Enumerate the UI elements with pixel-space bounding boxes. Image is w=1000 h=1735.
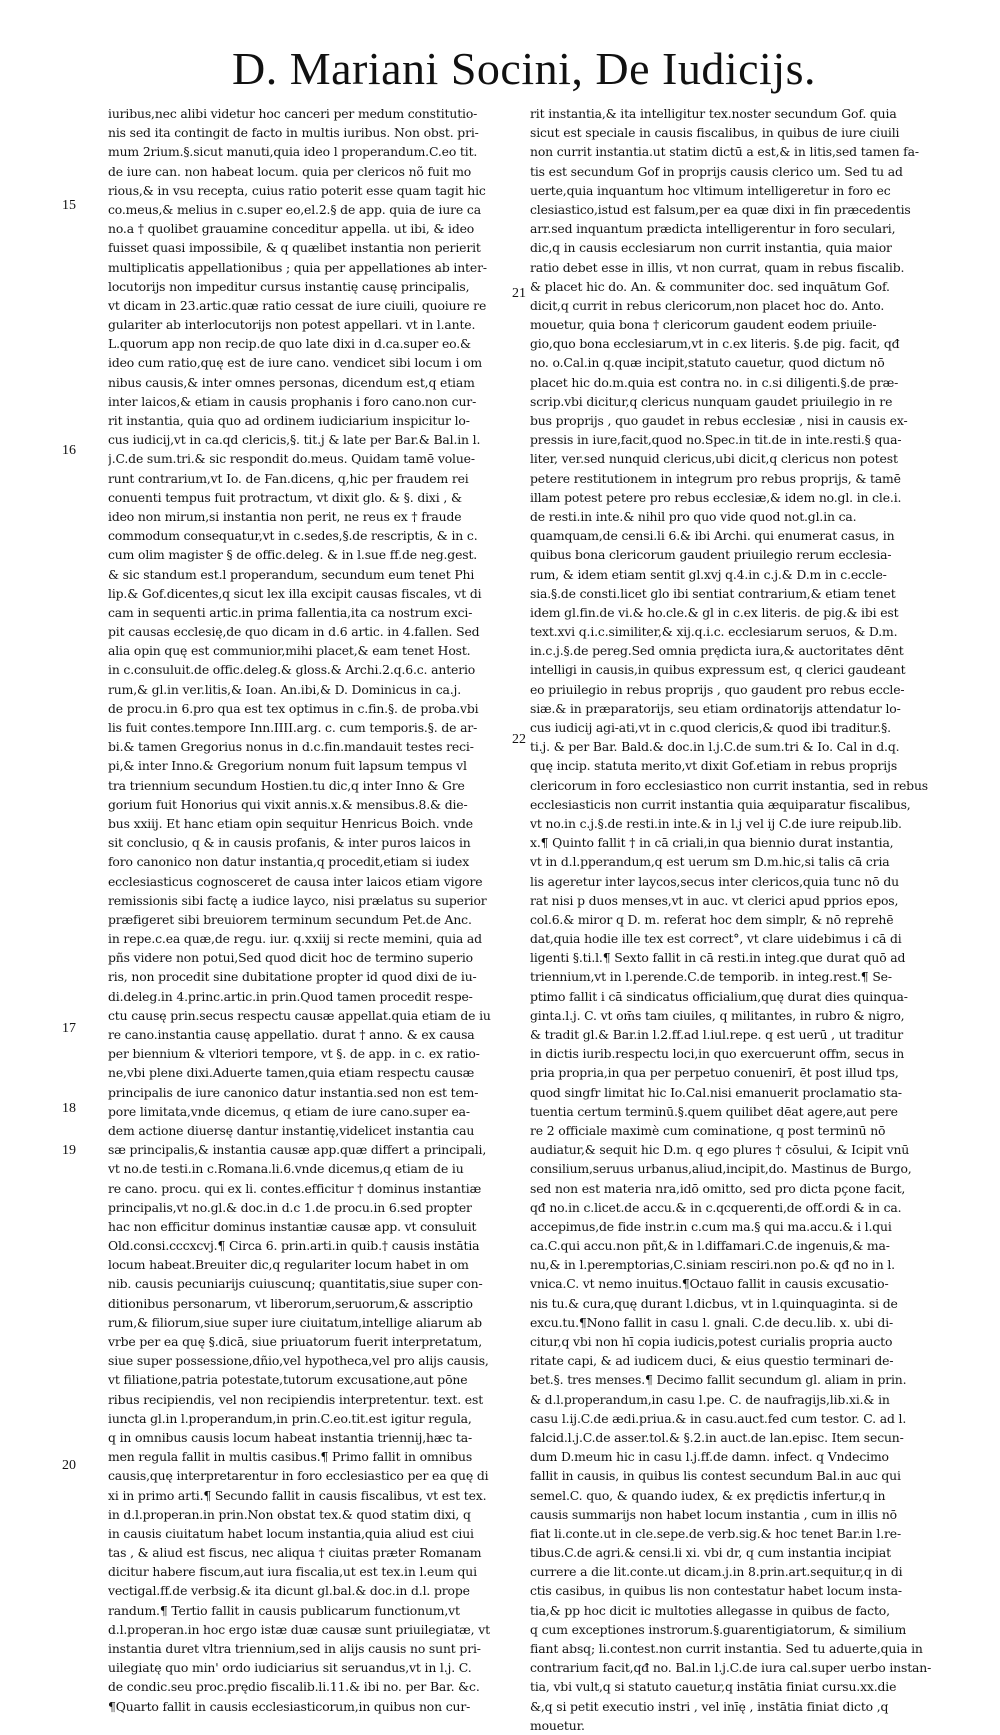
- text-line: locum habeat.Breuiter dic,q regulariter locum habet in om: [108, 1257, 469, 1273]
- text-line: di.deleg.in 4.princ.artic.in prin.Quod tamen procedit respe-: [108, 988, 473, 1004]
- text-line: ideo non mirum,si instantia non perit, ne reus ex † fraude: [108, 508, 462, 524]
- text-line: rious,& in vsu recepta, cuius ratio poterit esse quam tagit hic: [108, 182, 486, 198]
- text-line: lip.& Gof.dicentes,q sicut lex illa excipit causas fiscales, vt di: [108, 585, 482, 601]
- text-line: iuncta gl.in l.properandum,in prin.C.eo.tit.est igitur regula,: [108, 1410, 472, 1426]
- text-line: quamquam,de censi.li 6.& ibi Archi. qui enumerat casus, in: [530, 528, 895, 544]
- text-line: &,q si petit executio instri , vel inīę , instātia finiat dicto ,q: [530, 1698, 889, 1714]
- text-line: q cum exceptiones instrorum.§.guarentigiatorum, & similium: [530, 1621, 907, 1637]
- text-line: nu,& in l.peremptorias,C.siniam resciri.non po.& qđ no in l.: [530, 1257, 895, 1273]
- text-line: cus iudicij agi-ati,vt in c.quod clericis,& quod ibi traditur.§.: [530, 720, 891, 735]
- margin-number-20: 20: [62, 1458, 76, 1473]
- text-line: clesiastico,istud est falsum,per ea quæ dixi in fin præcedentis: [530, 201, 911, 217]
- margin-number-16: 16: [62, 443, 76, 458]
- text-line: in repe.c.ea quæ,de regu. iur. q.xxiij si recte memini, quia ad: [108, 931, 482, 947]
- text-line: re cano. procu. qui ex li. contes.efficitur † dominus instantiæ: [108, 1180, 482, 1196]
- text-line: inter laicos,& etiam in causis prophanis i foro cano.non cur-: [108, 393, 477, 409]
- text-line: ritate capi, & ad iudicem duci, & eius questio terminari de-: [530, 1353, 894, 1369]
- text-line: instantia duret vltra triennium,sed in alijs causis no sunt pri-: [108, 1641, 481, 1656]
- text-line: currere a die lit.conte.ut dicam.j.in 8.prin.art.sequitur,q in di: [530, 1564, 903, 1580]
- text-line: in.c.j.§.de pereg.Sed omnia prędicta iura,& auctoritates dēnt: [530, 643, 904, 659]
- text-line: commodum consequatur,vt in c.sedes,§.de rescriptis, & in c.: [108, 528, 478, 544]
- text-line: ecclesiasticis non currit instantia quia æquiparatur fiscalibus,: [530, 796, 911, 812]
- text-line: præfigeret sibi breuiorem terminum secundum Pet.de Anc.: [108, 911, 472, 927]
- text-line: dicitur habere fiscum,aut iura fiscalia,ut est tex.in l.eum qui: [108, 1564, 477, 1580]
- text-line: nib. causis pecuniarijs cuiuscunq; quantitatis,siue super con-: [108, 1276, 483, 1292]
- text-line: cum olim magister § de offic.deleg. & in l.sue ff.de neg.gest.: [108, 547, 478, 563]
- text-line: ratio debet esse in illis, vt non currat, quam in rebus fiscalib.: [530, 259, 905, 275]
- text-line: nis tu.& cura,quę durant l.dicbus, vt in l.quinquaginta. si de: [530, 1295, 898, 1311]
- text-line: vrbe per ea quę §.dicā, siue priuatorum fuerit interpretatum,: [108, 1334, 483, 1349]
- text-line: in causis ciuitatum habet locum instantia,quia aliud est ciui: [108, 1525, 474, 1541]
- text-line: arr.sed inquantum prædicta intelligerentur in foro seculari,: [530, 221, 896, 237]
- text-line: placet hic do.m.quia est contra no. in c.si diligenti.§.de præ-: [530, 374, 899, 390]
- text-line: vectigal.ff.de verbsig.& ita dicunt gl.bal.& doc.in d.l. prope: [108, 1583, 470, 1599]
- text-line: text.xvi q.i.c.similiter,& xij.q.i.c. ecclesiarum seruos, & D.m.: [530, 624, 898, 640]
- text-line: eo priuilegio in rebus proprijs , quo gaudent pro rebus eccle-: [530, 681, 905, 697]
- text-line: tis est secundum Gof in proprijs causis clerico um. Sed tu ad: [530, 163, 903, 179]
- text-line: in d.l.properan.in prin.Non obstat tex.& quod statim dixi, q: [108, 1506, 471, 1522]
- text-line: consilium,seruus urbanus,aliud,incipit,do. Mastinus de Burgo,: [530, 1161, 912, 1177]
- text-line: citur,q vbi non hī copia iudicis,potest curialis propria aucto: [530, 1334, 893, 1349]
- text-line: dicit,q currit in rebus clericorum,non placet hoc do. Anto.: [530, 297, 885, 313]
- text-line: xi in primo arti.¶ Secundo fallit in causis fiscalibus, vt est tex.: [108, 1487, 487, 1503]
- text-line: mouetur.: [530, 1717, 585, 1733]
- text-line: semel.C. quo, & quando iudex, & ex prędictis infertur,q in: [530, 1487, 886, 1503]
- text-line: excu.tu.¶Nono fallit in casu l. gnali. C.de decu.lib. x. ubi di-: [530, 1314, 894, 1330]
- text-line: multiplicatis appellationibus ; quia per appellationes ab inter-: [108, 259, 487, 275]
- text-line: vt in d.l.pperandum,q est uerum sm D.m.hic,si talis cā cria: [530, 854, 890, 870]
- page-header: [0, 42, 1000, 92]
- text-line: illam potest petere pro rebus ecclesiæ,& idem no.gl. in cle.i.: [530, 489, 902, 505]
- text-line: ditionibus personarum, vt liberorum,seruorum,& asscriptio: [108, 1295, 473, 1311]
- text-line: sicut est speciale in causis fiscalibus, in quibus de iure ciuili: [530, 125, 900, 141]
- text-line: gulariter ab interlocutorijs non potest appellari. vt in l.ante.: [108, 317, 476, 333]
- text-line: tia,& pp hoc dicit ic multoties allegasse in quibus de facto,: [530, 1602, 890, 1618]
- text-line: uerte,quia inquantum hoc vltimum intelligeretur in foro ec: [530, 182, 891, 198]
- text-line: re 2 officiale maximè cum cominatione, q post terminū nō: [530, 1122, 886, 1138]
- text-line: nibus causis,& inter omnes personas, dicendum est,q etiam: [108, 374, 475, 390]
- text-line: ribus recipiendis, vel non recipiendis interpretentur. text. est: [108, 1391, 484, 1407]
- text-line: & d.l.properandum,in casu l.pe. C. de naufragijs,lib.xi.& in: [530, 1391, 890, 1407]
- text-line: principalis,vt no.gl.& doc.in d.c 1.de procu.in 6.sed propter: [108, 1199, 472, 1215]
- margin-number-15: 15: [62, 198, 76, 213]
- text-line: contrarium facit,qđ no. Bal.in l.j.C.de iura cal.super uerbo instan-: [530, 1660, 932, 1676]
- text-line: falcid.l.j.C.de asser.tol.& §.2.in auct.de lan.episc. Item secun-: [530, 1429, 904, 1445]
- margin-number-21: 21: [512, 286, 526, 301]
- text-line: ¶Quarto fallit in causis ecclesiasticorum,in quibus non cur-: [108, 1698, 471, 1714]
- text-line: siæ.& in præparatorijs, seu etiam ordinatorijs attendatur lo-: [530, 700, 901, 716]
- text-line: bus proprijs , quo gaudet in rebus ecclesiæ , nisi in causis ex-: [530, 413, 908, 428]
- text-line: ris, non procedit sine dubitatione propter id quod dixi de iu-: [108, 969, 477, 985]
- text-line: co.meus,& melius in c.super eo,el.2.§ de app. quia de iure ca: [108, 201, 481, 217]
- text-line: lis ageretur inter laycos,secus inter clericos,quia tunc nō du: [530, 873, 899, 889]
- text-line: randum.¶ Tertio fallit in causis publicarum functionum,vt: [108, 1602, 460, 1618]
- text-line: sia.§.de consti.licet glo ibi sentiat contrarium,& etiam tenet: [530, 585, 896, 601]
- text-line: pit causas ecclesię,de quo dicam in d.6 artic. in 4.fallen. Sed: [108, 624, 480, 640]
- text-line: accepimus,de fide instr.in c.cum ma.§ qui ma.accu.& i l.qui: [530, 1218, 892, 1234]
- text-line: nis sed ita contingit de facto in multis iuribus. Non obst. pri-: [108, 125, 479, 141]
- text-line: tra triennium secundum Hostien.tu dic,q inter Inno & Gre: [108, 777, 465, 793]
- text-line: fiat li.conte.ut in cle.sepe.de verb.sig.& hoc tenet Bar.in l.re-: [530, 1525, 902, 1541]
- text-line: liter, ver.sed nunquid clericus,ubi dicit,q clericus non potest: [530, 451, 898, 467]
- text-line: ligenti §.ti.l.¶ Sexto fallit in cā resti.in integ.que durat quō ad: [530, 950, 906, 966]
- text-line: rum,& filiorum,siue super iure ciuitatum,intellige aliarum ab: [108, 1314, 482, 1330]
- text-line: causis summarijs non habet locum instantia , cum in illis nō: [530, 1506, 897, 1522]
- text-line: in dictis iurib.respectu loci,in quo exercuerunt offm, secus in: [530, 1046, 905, 1062]
- margin-number-22: 22: [512, 732, 526, 747]
- text-line: re cano.instantia causę appellatio. durat † anno. & ex causa: [108, 1027, 475, 1042]
- text-line: dat,quia hodie ille tex est correct°, vt clare uidebimus i cā di: [530, 931, 902, 947]
- page-title: D. Mariani Socini, De Iudicijs.: [232, 43, 817, 94]
- text-line: rum,& gl.in ver.litis,& Ioan. An.ibi,& D. Dominicus in ca.j.: [108, 681, 462, 697]
- text-line: tibus.C.de agri.& censi.li xi. vbi dr, q cum instantia incipiat: [530, 1545, 891, 1561]
- text-line: non currit instantia.ut statim dictū a est,& in litis,sed tamen fa-: [530, 144, 919, 160]
- text-line: rat nisi p duos menses,vt in auc. vt clerici apud pprios epos,: [530, 892, 899, 908]
- text-line: ptimo fallit i cā sindicatus officialium,quę durat dies quinqua-: [530, 988, 908, 1004]
- text-line: intelligi in causis,in quibus expressum est, q clerici gaudeant: [530, 662, 906, 678]
- text-line: de iure can. non habeat locum. quia per clericos nõ fuit mo: [108, 163, 472, 179]
- text-line: mum 2rium.§.sicut manuti,quia ideo l properandum.C.eo tit.: [108, 144, 478, 160]
- text-line: pi,& inter Inno.& Gregorium nonum fuit lapsum tempus vl: [108, 758, 467, 774]
- text-line: runt contrarium,vt Io. de Fan.dicens, q,hic per fraudem rei: [108, 470, 469, 486]
- text-line: sæ principalis,& instantia causæ app.quæ differt a principali,: [108, 1142, 487, 1158]
- text-line: scrip.vbi dicitur,q clericus nunquam gaudet priuilegio in re: [530, 393, 893, 409]
- text-line: vt dicam in 23.artic.quæ ratio cessat de iure ciuili, quoiure re: [108, 297, 487, 313]
- text-line: j.C.de sum.tri.& sic respondit do.meus. Quidam tamē volue-: [108, 451, 475, 467]
- text-line: causis,quę interpretarentur in foro ecclesiastico per ea quę di: [108, 1468, 489, 1484]
- text-line: gorium fuit Honorius qui vixit annis.x.& mensibus.8.& die-: [108, 796, 468, 812]
- text-line: q in omnibus causis locum habeat instantia triennij,hæc ta-: [108, 1429, 473, 1445]
- text-line: vt no.de testi.in c.Romana.li.6.vnde dicemus,q etiam de iu: [108, 1161, 464, 1177]
- text-line: fiant absq; li.contest.non currit instantia. Sed tu aduerte,quia in: [530, 1641, 923, 1656]
- text-line: pressis in iure,facit,quod no.Spec.in tit.de in inte.resti.§ qua-: [530, 432, 902, 448]
- text-line: Old.consi.cccxcvj.¶ Circa 6. prin.arti.in quib.† causis instātia: [108, 1238, 480, 1254]
- text-line: sed non est materia nra,idō omitto, sed pro dicta pçone facit,: [530, 1180, 906, 1196]
- text-line: dem actione diuersę dantur instantię,videlicet instantia cau: [108, 1122, 475, 1138]
- text-line: vt no.in c.j.§.de resti.in inte.& in l.j vel ij C.de iure reipub.lib.: [530, 815, 902, 831]
- text-line: principalis de iure canonico datur instantia.sed non est tem-: [108, 1084, 479, 1100]
- text-line: tia, vbi vult,q si statuto cauetur,q instātia finiat cursu.xx.die: [530, 1679, 897, 1695]
- text-line: bet.§. tres menses.¶ Decimo fallit secundum gl. aliam in prin.: [530, 1372, 907, 1388]
- text-line: ca.C.qui accu.non pñt,& in l.diffamari.C.de ingenuis,& ma-: [530, 1238, 890, 1254]
- text-line: quod singfr limitat hic Io.Cal.nisi emanuerit proclamatio sta-: [530, 1084, 902, 1100]
- text-line: dum D.meum hic in casu l.j.ff.de damn. infect. q Vndecimo: [530, 1449, 889, 1465]
- text-line: foro canonico non datur instantia,q procedit,etiam si iudex: [108, 854, 470, 870]
- text-line: cus iudicij,vt in ca.qd clericis,§. tit.j & late per Bar.& Bal.in l.: [108, 432, 481, 448]
- text-line: mouetur, quia bona † clericorum gaudent eodem priuile-: [530, 317, 877, 333]
- text-line: d.l.properan.in hoc ergo istæ duæ causæ sunt priuilegiatæ, vt: [108, 1621, 490, 1637]
- text-line: sit conclusio, q & in causis profanis, & inter puros laicos in: [108, 835, 471, 851]
- text-line: & tradit gl.& Bar.in l.2.ff.ad l.iul.repe. q est uerū , ut traditur: [530, 1027, 903, 1042]
- text-line: remissionis sibi factę a iudice layco, nisi prælatus su superior: [108, 892, 487, 908]
- text-line: men regula fallit in multis casibus.¶ Primo fallit in omnibus: [108, 1449, 473, 1465]
- text-line: fuisset quasi impossibile, & q quælibet instantia non perierit: [108, 240, 481, 256]
- text-line: ne,vbi plene dixi.Aduerte tamen,quia etiam respectu causæ: [108, 1065, 475, 1081]
- text-line: & sic standum est.l properandum, secundum eum tenet Phi: [108, 566, 475, 582]
- text-line: fallit in causis, in quibus lis contest secundum Bal.in auc qui: [530, 1468, 901, 1484]
- text-line: rum, & idem etiam sentit gl.xvj q.4.in c.j.& D.m in c.eccle-: [530, 566, 887, 582]
- text-line: pñs videre non potui,Sed quod dicit hoc de termino superio: [108, 950, 473, 966]
- text-line: quę incip. statuta merito,vt dixit Gof.etiam in rebus proprijs: [530, 758, 898, 774]
- text-line: petere restitutionem in integrum pro rebus proprijs, & tamē: [530, 470, 901, 486]
- text-line: no. o.Cal.in q.quæ incipit,statuto cauetur, quod dictum nō: [530, 355, 885, 371]
- text-line: ti.j. & per Bar. Bald.& doc.in l.j.C.de sum.tri & Io. Cal in d.q.: [530, 739, 900, 755]
- text-line: de condic.seu proc.prędio fiscalib.li.11.& ibi no. per Bar. &c.: [108, 1679, 480, 1695]
- text-line: rit instantia, quia quo ad ordinem iudiciarium inspicitur lo-: [108, 413, 470, 428]
- text-line: no.a † quolibet grauamine conceditur appella. ut ibi, & ideo: [108, 221, 475, 237]
- margin-number-18: 18: [62, 1101, 76, 1116]
- text-line: qđ no.in c.licet.de accu.& in c.qcquerenti,de off.ordi & in ca.: [530, 1199, 902, 1215]
- text-line: col.6.& miror q D. m. referat hoc dem simplr, & nō reprehē: [530, 911, 894, 927]
- text-line: lis fuit contes.tempore Inn.IIII.arg. c. cum temporis.§. de ar-: [108, 720, 478, 735]
- text-line: tuentia certum terminū.§.quem quilibet dēat agere,aut pere: [530, 1103, 898, 1119]
- text-line: per biennium & vlteriori tempore, vt §. de app. in c. ex ratio-: [108, 1046, 480, 1062]
- text-line: uilegiatę quo min' ordo iudiciarius sit seruandus,vt in l.j. C.: [108, 1660, 472, 1676]
- text-line: vnica.C. vt nemo inuitus.¶Octauo fallit in causis excusatio-: [530, 1276, 889, 1292]
- text-line: ideo cum ratio,quę est de iure cano. vendicet sibi locum i om: [108, 355, 482, 371]
- text-line: dic,q in causis ecclesiarum non currit instantia, quia maior: [530, 240, 892, 256]
- text-line: bi.& tamen Gregorius nonus in d.c.fin.mandauit testes reci-: [108, 739, 474, 755]
- text-line: in c.consuluit.de offic.deleg.& gloss.& Archi.2.q.6.c. anterio: [108, 662, 476, 678]
- text-line: rit instantia,& ita intelligitur tex.noster secundum Gof. quia: [530, 106, 897, 121]
- text-line: L.quorum app non recip.de quo late dixi in d.ca.super eo.&: [108, 336, 471, 352]
- text-line: alia opin quę est communior,mihi placet,& eam tenet Host.: [108, 643, 471, 659]
- text-line: iuribus,nec alibi videtur hoc canceri per medum constitutio-: [108, 106, 478, 121]
- right-column: [530, 104, 948, 1735]
- text-line: siue super possessione,dñio,vel hypotheca,vel pro alijs causis,: [108, 1353, 489, 1369]
- text-line: triennium,vt in l.perende.C.de temporib. in integ.rest.¶ Se-: [530, 969, 892, 985]
- text-line: x.¶ Quinto fallit † in cā criali,in qua biennio durat instantia,: [530, 835, 894, 851]
- text-line: pore limitata,vnde dicemus, q etiam de iure cano.super ea-: [108, 1103, 470, 1119]
- text-line: idem gl.fin.de vi.& ho.cle.& gl in c.ex literis. de pig.& ibi est: [530, 604, 899, 620]
- text-line: bus xxiij. Et hanc etiam opin sequitur Henricus Boich. vnde: [108, 815, 473, 831]
- text-line: clericorum in foro ecclesiastico non currit instantia, sed in rebus: [530, 777, 928, 793]
- text-line: hac non efficitur dominus instantiæ causæ app. vt consuluit: [108, 1218, 477, 1234]
- text-line: gio,quo bona ecclesiarum,vt in c.ex literis. §.de pig. facit, qđ: [530, 336, 900, 352]
- text-line: tas , & aliud est fiscus, nec aliqua † ciuitas præter Romanam: [108, 1545, 482, 1561]
- text-line: ctu causę prin.secus respectu causæ appellat.quia etiam de iu: [108, 1007, 491, 1023]
- text-line: ginta.l.j. C. vt om̄s tam ciuiles, q militantes, in rubro & nigro,: [530, 1007, 905, 1023]
- text-line: ctis casibus, in quibus lis non contestatur habet locum insta-: [530, 1583, 902, 1599]
- text-line: conuenti tempus fuit protractum, vt dixit glo. & §. dixi , &: [108, 489, 462, 505]
- text-line: de resti.in inte.& nihil pro quo vide quod not.gl.in ca.: [530, 508, 857, 524]
- text-line: & placet hic do. An. & communiter doc. sed inquātum Gof.: [530, 278, 890, 294]
- margin-number-17: 17: [62, 1021, 76, 1036]
- text-line: de procu.in 6.pro qua est tex optimus in c.fin.§. de proba.vbi: [108, 700, 479, 716]
- text-line: audiatur,& sequit hic D.m. q ego plures † cōsului, & Icipit vnū: [530, 1142, 910, 1158]
- text-line: vt filiatione,patria potestate,tutorum excusatione,aut pōne: [108, 1372, 468, 1388]
- left-column: [108, 104, 518, 1716]
- text-line: cam in sequenti artic.in prima fallentia,ita ca nostrum exci-: [108, 604, 473, 620]
- text-line: pria propria,in qua per perpetuo conuenirī, ēt post illud tps,: [530, 1065, 899, 1081]
- text-line: quibus bona clericorum gaudent priuilegio rerum ecclesia-: [530, 547, 892, 563]
- text-line: ecclesiasticus cognosceret de causa inter laicos etiam vigore: [108, 873, 483, 889]
- margin-number-19: 19: [62, 1143, 76, 1158]
- text-line: locutorijs non impeditur cursus instantię causę principalis,: [108, 278, 470, 294]
- text-line: casu l.ij.C.de ædi.priua.& in casu.auct.fed cum testor. C. ad l.: [530, 1410, 907, 1426]
